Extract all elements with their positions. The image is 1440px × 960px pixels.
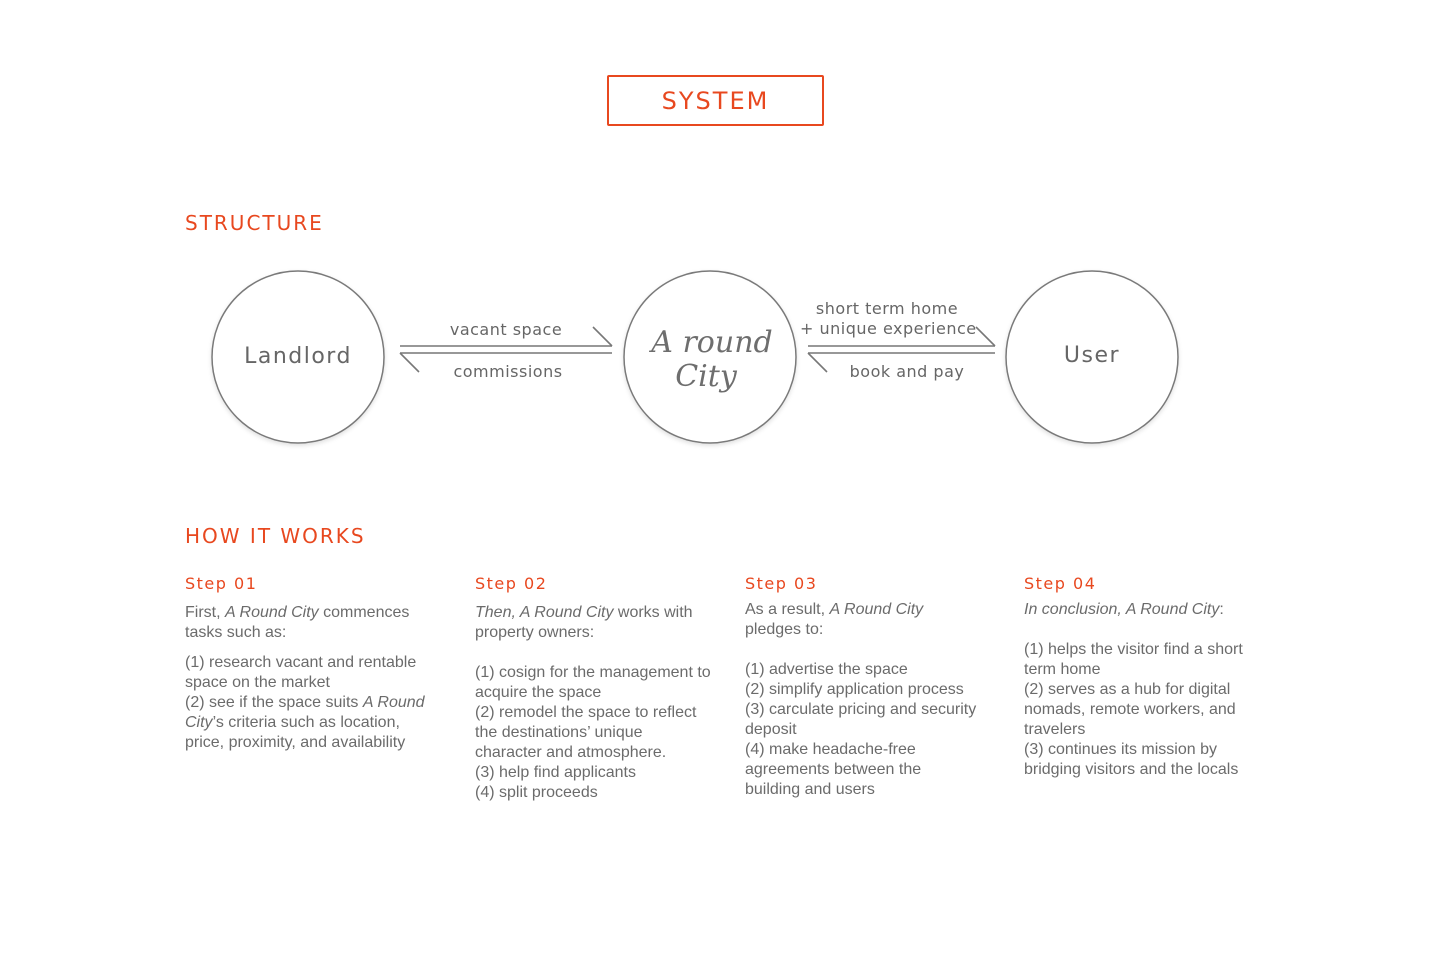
step-item: (3) help find applicants xyxy=(475,764,636,781)
step-intro: First, A Round City commences tasks such as: xyxy=(185,604,410,641)
step-text xyxy=(475,603,713,803)
step-text xyxy=(745,600,980,800)
flow-book-and-pay: book and pay xyxy=(849,362,965,381)
center-logo-line1: A round xyxy=(651,325,773,360)
step-item: (1) helps the visitor find a short term home xyxy=(1024,641,1243,678)
step-intro: In conclusion, A Round City: xyxy=(1024,601,1224,618)
step-item: (1) advertise the space xyxy=(745,661,908,678)
step-intro: Then, A Round City works with property owners: xyxy=(475,604,693,641)
flow-short-term-home: short term home xyxy=(815,299,959,318)
flow-vacant-space: vacant space xyxy=(449,320,563,339)
step-item: (2) see if the space suits A Round City’s criteria such as location, price, proximity, and availability xyxy=(185,694,425,751)
step-03 xyxy=(745,574,980,800)
step-item: (3) continues its mission by bridging visitors and the locals xyxy=(1024,741,1239,778)
how-it-works-heading: HOW IT WORKS xyxy=(185,524,366,548)
step-intro: As a result, A Round City pledges to: xyxy=(745,601,924,638)
center-logo-line2: City xyxy=(675,359,737,394)
step-item: (2) remodel the space to reflect the destinations’ unique character and atmosphere. xyxy=(475,704,697,761)
step-title: Step 03 xyxy=(745,574,818,593)
step-title: Step 02 xyxy=(475,574,548,593)
step-text xyxy=(185,603,435,753)
step-item: (1) cosign for the management to acquire the space xyxy=(475,664,711,701)
step-01 xyxy=(185,574,435,753)
step-title: Step 01 xyxy=(185,574,258,593)
landlord-label: Landlord xyxy=(244,344,352,369)
step-item: (4) make headache-free agreements between the building and users xyxy=(745,741,922,798)
step-item: (4) split proceeds xyxy=(475,784,598,801)
flow-unique-experience: + unique experience xyxy=(800,319,977,338)
system-title: SYSTEM xyxy=(607,75,824,126)
user-label: User xyxy=(1063,343,1121,368)
step-item: (2) simplify application process xyxy=(745,681,964,698)
step-02 xyxy=(475,574,713,803)
step-item: (2) serves as a hub for digital nomads, remote workers, and travelers xyxy=(1024,681,1236,738)
step-item: (1) research vacant and rentable space on the market xyxy=(185,654,417,691)
flow-commissions: commissions xyxy=(453,362,563,381)
step-title: Step 04 xyxy=(1024,574,1097,593)
structure-heading: STRUCTURE xyxy=(185,211,324,235)
step-text xyxy=(1024,600,1250,780)
step-04 xyxy=(1024,574,1250,780)
step-item: (3) carculate pricing and security deposit xyxy=(745,701,977,738)
